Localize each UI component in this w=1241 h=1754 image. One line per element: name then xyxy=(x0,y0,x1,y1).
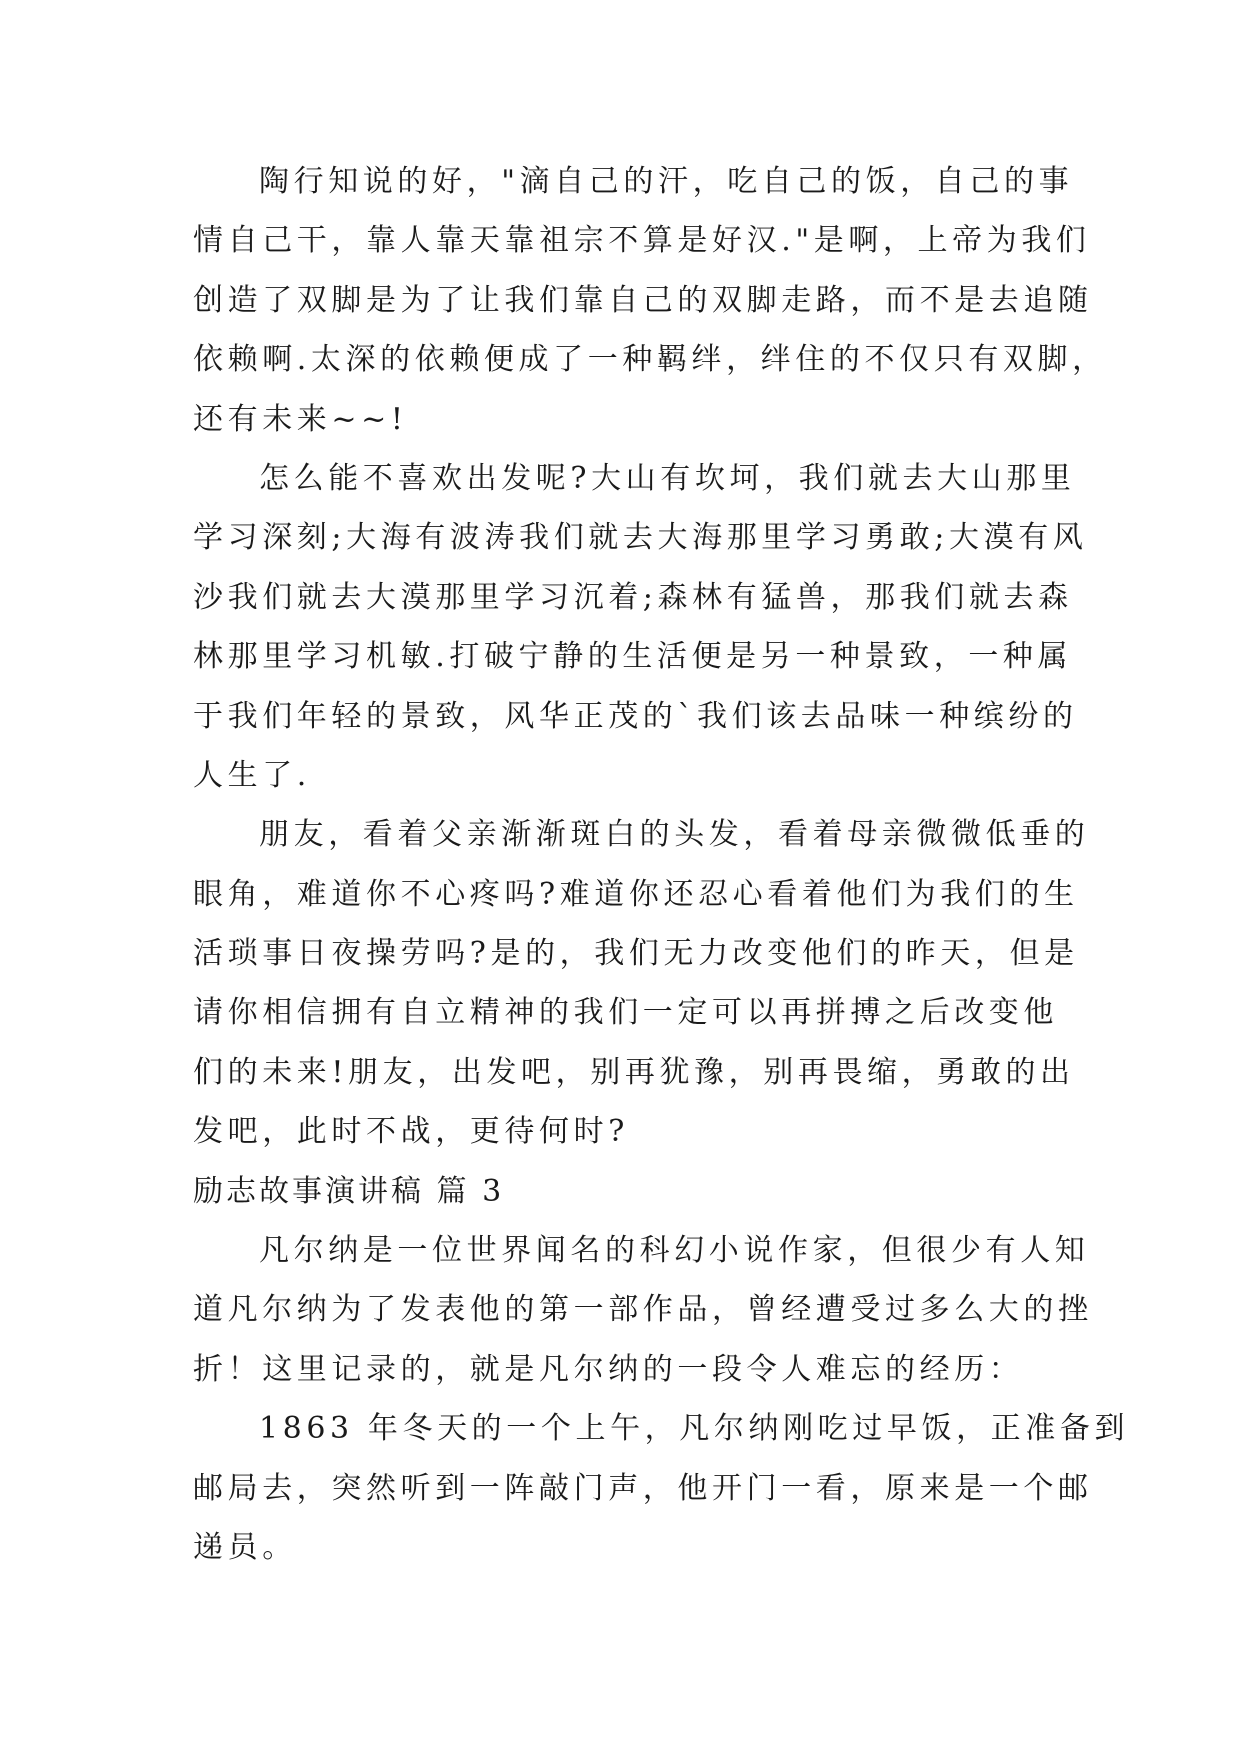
text-line: 沙我们就去大漠那里学习沉着;森林有猛兽，那我们就去森 xyxy=(193,579,1073,615)
text-line: 邮局去，突然听到一阵敲门声，他开门一看，原来是一个邮 xyxy=(193,1470,1093,1506)
text-line: 递员。 xyxy=(193,1529,297,1565)
paragraph xyxy=(193,805,1090,1161)
text-line: 朋友，看着父亲渐渐斑白的头发，看着母亲微微低垂的 xyxy=(259,817,1090,853)
text-line: 还有未来~~! xyxy=(193,401,408,437)
paragraph xyxy=(193,449,1088,805)
text-line: 学习深刻;大海有波涛我们就去大海那里学习勇敢;大漠有风 xyxy=(193,520,1088,556)
text-line: 眼角，难道你不心疼吗?难道你还忍心看着他们为我们的生 xyxy=(193,876,1079,912)
section-heading: 励志故事演讲稿 篇 3 xyxy=(193,1173,505,1209)
text-line: 林那里学习机敏.打破宁静的生活便是另一种景致，一种属 xyxy=(193,639,1073,675)
text-line: 折！这里记录的，就是凡尔纳的一段令人难忘的经历： xyxy=(193,1351,1024,1387)
paragraph xyxy=(193,1221,1093,1399)
document-page xyxy=(193,152,1130,1577)
text-line: 怎么能不喜欢出发呢?大山有坎坷，我们就去大山那里 xyxy=(259,460,1076,496)
text-line: 陶行知说的好，"滴自己的汗，吃自己的饭，自己的事 xyxy=(259,164,1074,199)
text-line: 凡尔纳是一位世界闻名的科幻小说作家，但很少有人知 xyxy=(259,1233,1090,1269)
text-line: 们的未来!朋友，出发吧，别再犹豫，别再畏缩，勇敢的出 xyxy=(193,1054,1075,1090)
text-line: 情自己干，靠人靠天靠祖宗不算是好汉."是啊，上帝为我们 xyxy=(193,223,1091,259)
text-line: 依赖啊.太深的依赖便成了一种羁绊，绊住的不仅只有双脚， xyxy=(193,342,1107,378)
paragraph xyxy=(193,152,1107,449)
text-line: 于我们年轻的景致，风华正茂的`我们该去品味一种缤纷的 xyxy=(193,698,1078,734)
text-line: 道凡尔纳为了发表他的第一部作品，曾经遭受过多么大的挫 xyxy=(193,1292,1093,1328)
text-line: 1863 年冬天的一个上午，凡尔纳刚吃过早饭，正准备到 xyxy=(259,1411,1130,1447)
text-line: 创造了双脚是为了让我们靠自己的双脚走路，而不是去追随 xyxy=(193,282,1093,318)
text-line: 活琐事日夜操劳吗?是的，我们无力改变他们的昨天，但是 xyxy=(193,936,1079,972)
text-line: 请你相信拥有自立精神的我们一定可以再拼搏之后改变他 xyxy=(193,995,1058,1031)
text-line: 发吧，此时不战，更待何时? xyxy=(193,1114,629,1150)
text-line: 人生了. xyxy=(193,757,311,793)
paragraph xyxy=(193,1399,1130,1577)
